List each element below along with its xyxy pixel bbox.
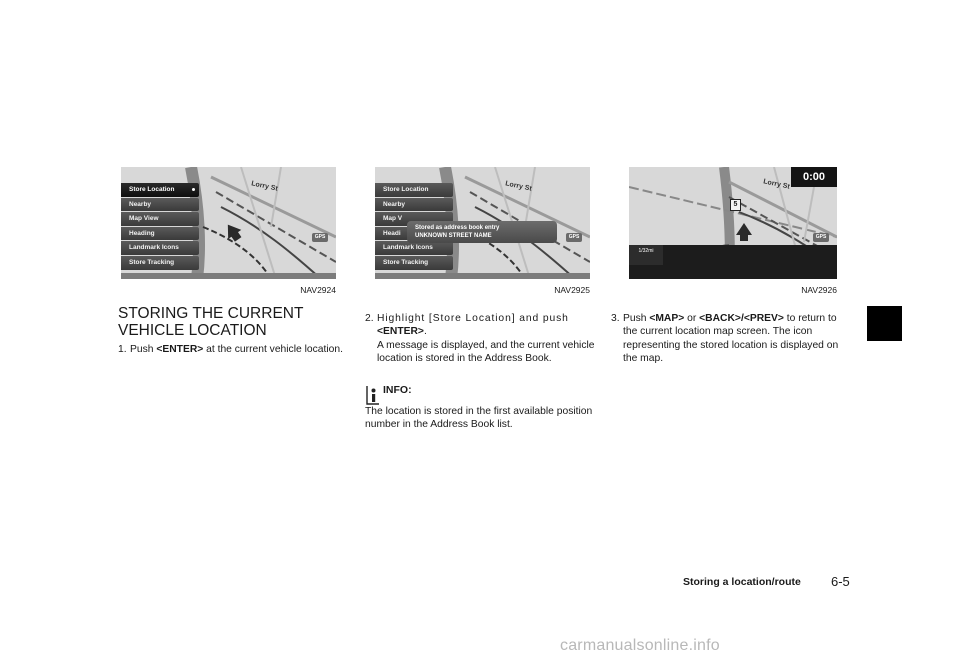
key-map: <MAP> [649, 313, 685, 324]
step-2-line-2: <ENTER>. [377, 326, 427, 338]
menu-item-store-location[interactable]: Store Location [121, 183, 199, 197]
menu-item-heading[interactable]: Headi [375, 227, 453, 241]
street-label: Lorry St [504, 180, 533, 193]
figure-nav2926 [629, 167, 837, 279]
route-marker: 5 [730, 199, 741, 211]
info-body: The location is stored in the first available position number in the Address Book list. [365, 406, 593, 431]
page-number: 6-5 [831, 574, 850, 589]
figure-id: NAV2926 [801, 285, 837, 295]
figure-id: NAV2924 [300, 285, 336, 295]
step-body: Push <ENTER> at the current vehicle location. [130, 344, 343, 355]
popup-line-1: Stored as address book entry [415, 225, 500, 231]
step-body [365, 312, 602, 365]
scale-indicator: 1/32mi [629, 245, 663, 265]
key-prev: <PREV> [743, 313, 784, 324]
key-enter: <ENTER> [377, 326, 424, 338]
step-number: 1. [118, 344, 127, 355]
footer-section-title: Storing a location/route [683, 576, 801, 588]
step-body: Push <MAP> or <BACK>/<PREV> to return to the current location map screen. The icon representing the stored location is displayed on the map. [623, 313, 839, 364]
menu-item-landmark-icons[interactable]: Landmark Icons [121, 241, 199, 255]
menu-item-nearby[interactable]: Nearby [375, 198, 453, 212]
watermark: carmanualsonline.info [560, 637, 720, 654]
menu-item-map-view[interactable]: Map V [375, 212, 453, 226]
step-1 [118, 343, 348, 356]
info-icon [366, 385, 380, 405]
figure-nav2924 [121, 167, 336, 279]
gps-badge: GPS [312, 233, 328, 242]
popup-line-2: UNKNOWN STREET NAME [415, 233, 492, 239]
chapter-tab [867, 306, 902, 341]
menu-item-store-tracking[interactable]: Store Tracking [375, 256, 453, 270]
map-bottom-band [121, 273, 336, 279]
info-title: INFO: [383, 384, 412, 396]
step-2-line-1: Highlight [Store Location] and push [377, 313, 569, 324]
clock-display: 0:00 [791, 167, 837, 187]
menu-item-store-tracking[interactable]: Store Tracking [121, 256, 199, 270]
menu-item-landmark-icons[interactable]: Landmark Icons [375, 241, 453, 255]
step-number: 3. [611, 313, 620, 324]
map-bottom-band [375, 273, 590, 279]
step-3 [611, 312, 851, 365]
key-back: <BACK> [699, 313, 741, 324]
street-label: Lorry St [250, 180, 279, 193]
gps-badge: GPS [566, 233, 582, 242]
section-title: STORING THE CURRENT VEHICLE LOCATION [118, 305, 304, 339]
step-2 [365, 312, 602, 365]
menu-item-store-location[interactable]: Store Location [375, 183, 453, 197]
menu-item-heading[interactable]: Heading [121, 227, 199, 241]
selected-dot-icon [192, 188, 195, 191]
map-menu [121, 183, 199, 271]
step-2-rest: A message is displayed, and the current vehicle location is stored in the Address Book. [377, 339, 595, 364]
menu-item-nearby[interactable]: Nearby [121, 198, 199, 212]
step-number: 2. [365, 313, 374, 324]
street-label: Lorry St [762, 178, 791, 191]
key-enter: <ENTER> [156, 344, 204, 355]
figure-nav2925 [375, 167, 590, 279]
figure-id: NAV2925 [554, 285, 590, 295]
menu-item-map-view[interactable]: Map View [121, 212, 199, 226]
gps-badge: GPS [813, 233, 829, 242]
stored-message-popup [407, 221, 557, 243]
